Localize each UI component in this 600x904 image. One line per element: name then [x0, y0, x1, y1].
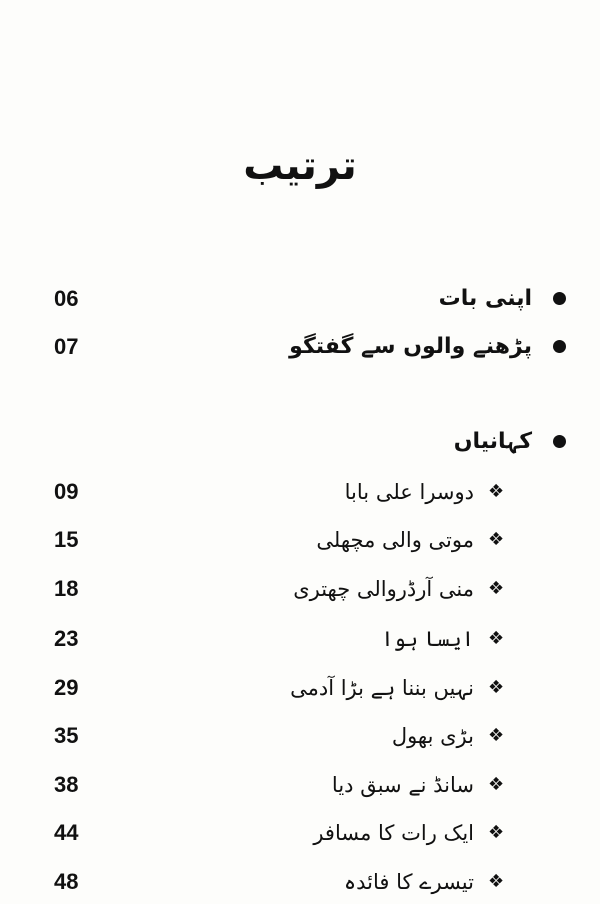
page-number: 09	[54, 479, 79, 504]
page-number: 23	[54, 626, 79, 651]
story-label: سانڈ نے سبق دیا	[331, 773, 474, 797]
four-diamond-bullet-icon: ❖	[488, 529, 505, 550]
filled-circle-bullet-icon	[553, 292, 566, 305]
toc-title: ترتیب	[243, 143, 357, 189]
page-number: 29	[54, 675, 79, 700]
four-diamond-bullet-icon: ❖	[488, 822, 505, 843]
page-number: 44	[54, 820, 79, 845]
page-number: 18	[54, 576, 79, 601]
toc-story-entry[interactable]	[0, 765, 600, 805]
story-label: منی آرڈروالی چھتری	[293, 577, 474, 601]
story-label: دوسرا علی بابا	[344, 480, 474, 504]
toc-story-entry[interactable]	[0, 813, 600, 853]
section-label: کہانیاں	[453, 429, 532, 454]
four-diamond-bullet-icon: ❖	[488, 481, 505, 502]
toc-entry-guftagu[interactable]	[0, 327, 600, 367]
toc-story-entry[interactable]	[0, 520, 600, 560]
four-diamond-bullet-icon: ❖	[488, 725, 505, 746]
toc-story-entry[interactable]	[0, 569, 600, 609]
toc-story-entry[interactable]	[0, 472, 600, 512]
story-label: ایک رات کا مسافر	[313, 821, 474, 845]
toc-story-entry[interactable]	[0, 668, 600, 708]
story-label: ایسا ہوا	[381, 627, 474, 651]
page-number: 15	[54, 527, 79, 552]
toc-section-kahaniyan[interactable]	[0, 422, 600, 462]
page-number: 06	[54, 286, 79, 311]
story-label: نہیں بننا ہے بڑا آدمی	[290, 676, 474, 700]
page-number: 48	[54, 869, 79, 894]
toc-entry-apni-baat[interactable]	[0, 279, 600, 319]
page-number: 07	[54, 334, 79, 359]
filled-circle-bullet-icon	[553, 435, 566, 448]
story-label: تیسرے کا فائدہ	[343, 870, 474, 894]
four-diamond-bullet-icon: ❖	[488, 578, 505, 599]
entry-label: پڑھنے والوں سے گفتگو	[289, 334, 532, 359]
four-diamond-bullet-icon: ❖	[488, 628, 505, 649]
page-number: 35	[54, 723, 79, 748]
four-diamond-bullet-icon: ❖	[488, 871, 505, 892]
toc-story-entry[interactable]	[0, 862, 600, 902]
entry-label: اپنی بات	[438, 286, 532, 311]
filled-circle-bullet-icon	[553, 340, 566, 353]
four-diamond-bullet-icon: ❖	[488, 677, 505, 698]
page-number: 38	[54, 772, 79, 797]
story-label: موتی والی مچھلی	[316, 528, 474, 552]
toc-story-entry[interactable]	[0, 619, 600, 659]
toc-story-entry[interactable]	[0, 716, 600, 756]
story-label: بڑی بھول	[391, 724, 474, 748]
four-diamond-bullet-icon: ❖	[488, 774, 505, 795]
